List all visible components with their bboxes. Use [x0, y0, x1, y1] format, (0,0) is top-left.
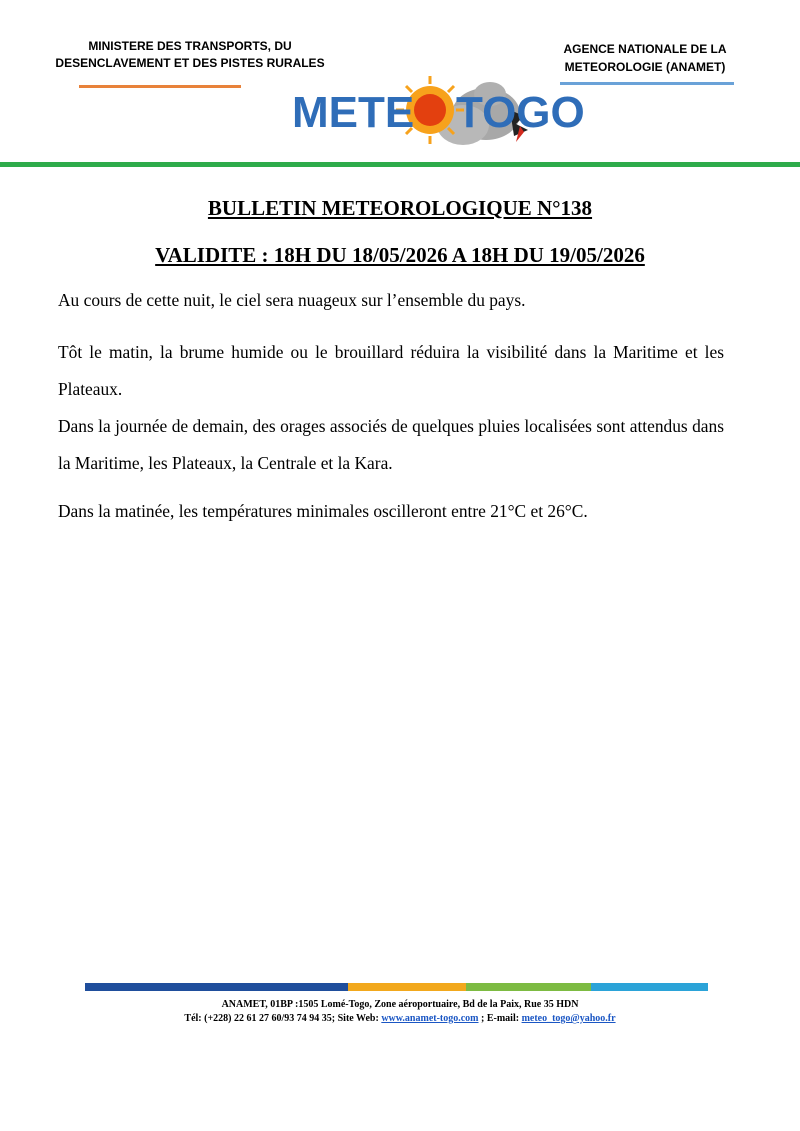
forecast-paragraph: Au cours de cette nuit, le ciel sera nuageux sur l’ensemble du pays.	[58, 290, 526, 310]
ministry-line-2: DESENCLAVEMENT ET DES PISTES RURALES	[55, 56, 325, 70]
bulletin-validity: VALIDITE : 18H DU 18/05/2026 A 18H DU 19/05/2026	[155, 243, 645, 267]
footer-bar-segment-cyan	[591, 983, 708, 991]
forecast-paragraph: Dans la matinée, les températures minimales oscilleront entre 21°C et 26°C.	[58, 501, 588, 521]
ministry-line-1: MINISTERE DES TRANSPORTS, DU	[88, 39, 292, 53]
footer-address: ANAMET, 01BP :1505 Lomé-Togo, Zone aéroportuaire, Bd de la Paix, Rue 35 HDN	[221, 999, 579, 1010]
footer-phone: Tél: (+228) 22 61 27 60/93 74 94 35; Site Web:	[184, 1013, 382, 1024]
forecast-paragraph: Dans la journée de demain, des orages associés de quelques pluies localisées sont attendus dans la Maritime, les Plateaux, la Centrale et la Kara.	[58, 416, 724, 473]
agency-line-2: METEOROLOGIE (ANAMET)	[564, 60, 726, 74]
header-divider	[0, 162, 800, 167]
logo-text-togo: TOGO	[456, 88, 585, 137]
footer-bar-segment-orange	[348, 983, 466, 991]
logo-text-meteo: METE	[292, 88, 415, 137]
ministry-underline	[79, 85, 241, 88]
footer-bar-segment-blue	[85, 983, 348, 991]
agency-line-1: AGENCE NATIONALE DE LA	[563, 42, 727, 56]
meteo-togo-logo	[288, 70, 598, 152]
footer-email-label: ; E-mail:	[478, 1013, 522, 1024]
bulletin-title: BULLETIN METEOROLOGIQUE N°138	[207, 196, 593, 220]
footer-bar-segment-green	[466, 983, 591, 991]
email-link[interactable]: meteo_togo@yahoo.fr	[521, 1013, 616, 1024]
ministry-header	[40, 38, 340, 72]
website-link[interactable]: www.anamet-togo.com	[381, 1013, 479, 1024]
forecast-paragraph: Tôt le matin, la brume humide ou le brouillard réduira la visibilité dans la Maritime et les Plateaux.	[58, 342, 724, 399]
footer-color-bar	[85, 983, 708, 991]
footer-contact	[0, 1013, 800, 1024]
